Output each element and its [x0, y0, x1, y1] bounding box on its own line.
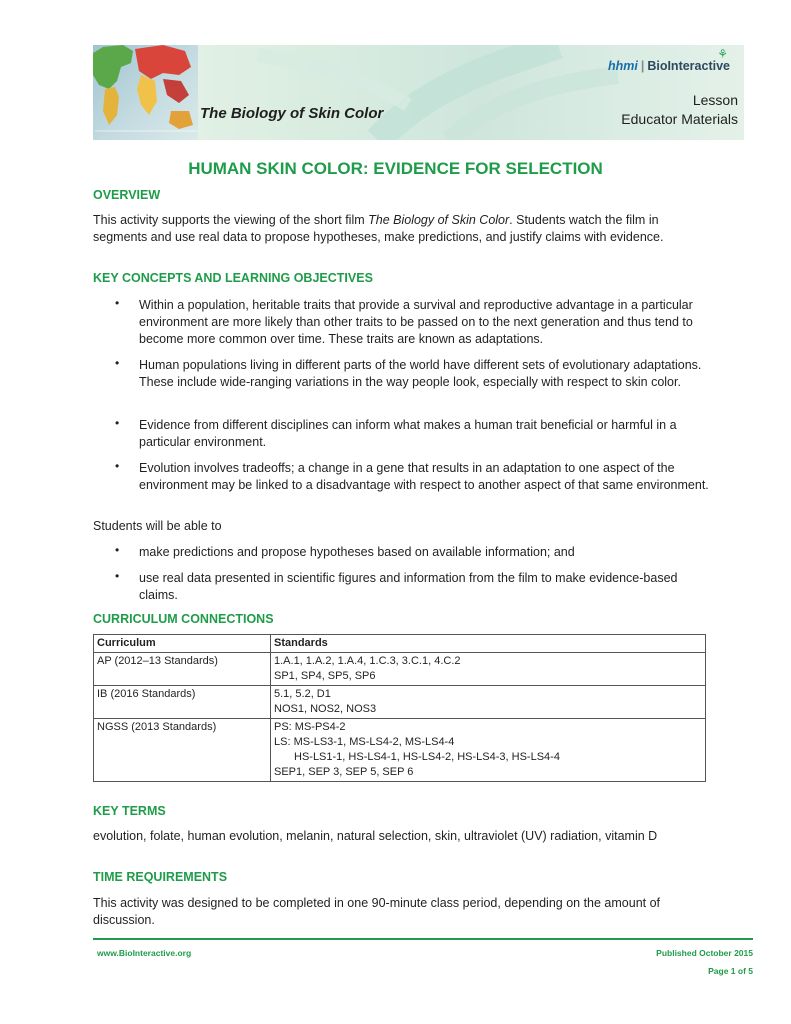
curriculum-name: NGSS (2013 Standards)	[94, 719, 271, 782]
list-item: use real data presented in scientific figures and information from the film to make evidence-based claims.	[139, 571, 678, 602]
time-text: This activity was designed to be completed in one 90-minute class period, depending on the amount of discussion.	[93, 896, 661, 927]
lesson-type: Lesson Educator Materials	[621, 92, 738, 127]
key-terms-text: evolution, folate, human evolution, melanin, natural selection, skin, ultraviolet (UV) radiation, vitamin D	[93, 829, 658, 843]
key-concepts-heading: KEY CONCEPTS AND LEARNING OBJECTIVES	[93, 271, 373, 285]
curriculum-table	[93, 634, 706, 782]
table-row	[94, 686, 706, 719]
bullet-icon: •	[115, 356, 120, 370]
overview-heading: OVERVIEW	[93, 188, 161, 202]
bullet-icon: •	[115, 569, 120, 583]
list-item: Evidence from different disciplines can inform what makes a human trait beneficial or harmful in a particular environment.	[139, 418, 677, 449]
list-item: make predictions and propose hypotheses based on available information; and	[139, 545, 575, 559]
table-header-row	[94, 635, 706, 653]
table-row	[94, 653, 706, 686]
curriculum-heading: CURRICULUM CONNECTIONS	[93, 612, 274, 626]
standards-cell: PS: MS-PS4-2 LS: MS-LS3-1, MS-LS4-2, MS-LS4-4 HS-LS1-1, HS-LS4-1, HS-LS4-2, HS-LS4-3, HS-LS4-4 SEP1, SEP 3, SEP 5, SEP 6	[271, 719, 706, 782]
film-title: The Biology of Skin Color	[200, 105, 384, 122]
list-item: Human populations living in different parts of the world have different sets of evolutionary adaptations. These include wide-ranging variations in the way people look, especially with respect to skin color.	[139, 358, 702, 389]
bullet-icon: •	[115, 296, 120, 310]
bullet-icon: •	[115, 543, 120, 557]
curriculum-name: AP (2012–13 Standards)	[94, 653, 271, 686]
list-item: Within a population, heritable traits that provide a survival and reproductive advantage in a particular environment are more likely than other traits to be passed on to the next generation and thus tend to become more common over time. These traits are known as adaptations.	[139, 298, 693, 346]
bullet-icon: •	[115, 416, 120, 430]
footer-site-link[interactable]: www.BioInteractive.org	[97, 948, 192, 958]
bullet-icon: •	[115, 459, 120, 473]
overview-text: This activity supports the viewing of the short film The Biology of Skin Color. Students watch the film in segments and use real data to propose hypotheses, make predictions, and justify claims with evidence.	[93, 213, 664, 244]
footer-page-number: Page 1 of 5	[708, 966, 753, 976]
column-header-curriculum: Curriculum	[94, 635, 271, 653]
page-title: HUMAN SKIN COLOR: EVIDENCE FOR SELECTION	[188, 159, 603, 178]
header-banner	[93, 45, 744, 140]
curriculum-name: IB (2016 Standards)	[94, 686, 271, 719]
key-terms-heading: KEY TERMS	[93, 804, 166, 818]
time-heading: TIME REQUIREMENTS	[93, 870, 228, 884]
column-header-standards: Standards	[271, 635, 706, 653]
world-map-image	[93, 45, 198, 140]
standards-cell: 5.1, 5.2, D1 NOS1, NOS2, NOS3	[271, 686, 706, 719]
footer-published: Published October 2015	[656, 948, 753, 958]
standards-cell: 1.A.1, 1.A.2, 1.A.4, 1.C.3, 3.C.1, 4.C.2 SP1, SP4, SP5, SP6	[271, 653, 706, 686]
hhmi-biointeractive-logo: hhmi | BioInteractive	[607, 59, 730, 73]
footer-divider	[93, 938, 753, 940]
table-row	[94, 719, 706, 782]
list-item: Evolution involves tradeoffs; a change in a gene that results in an adaptation to one aspect of the environment may be linked to a disadvantage with respect to another aspect of that same environment.	[139, 461, 709, 492]
dna-logo-icon: ⚘	[717, 47, 728, 61]
students-intro: Students will be able to	[93, 519, 222, 533]
